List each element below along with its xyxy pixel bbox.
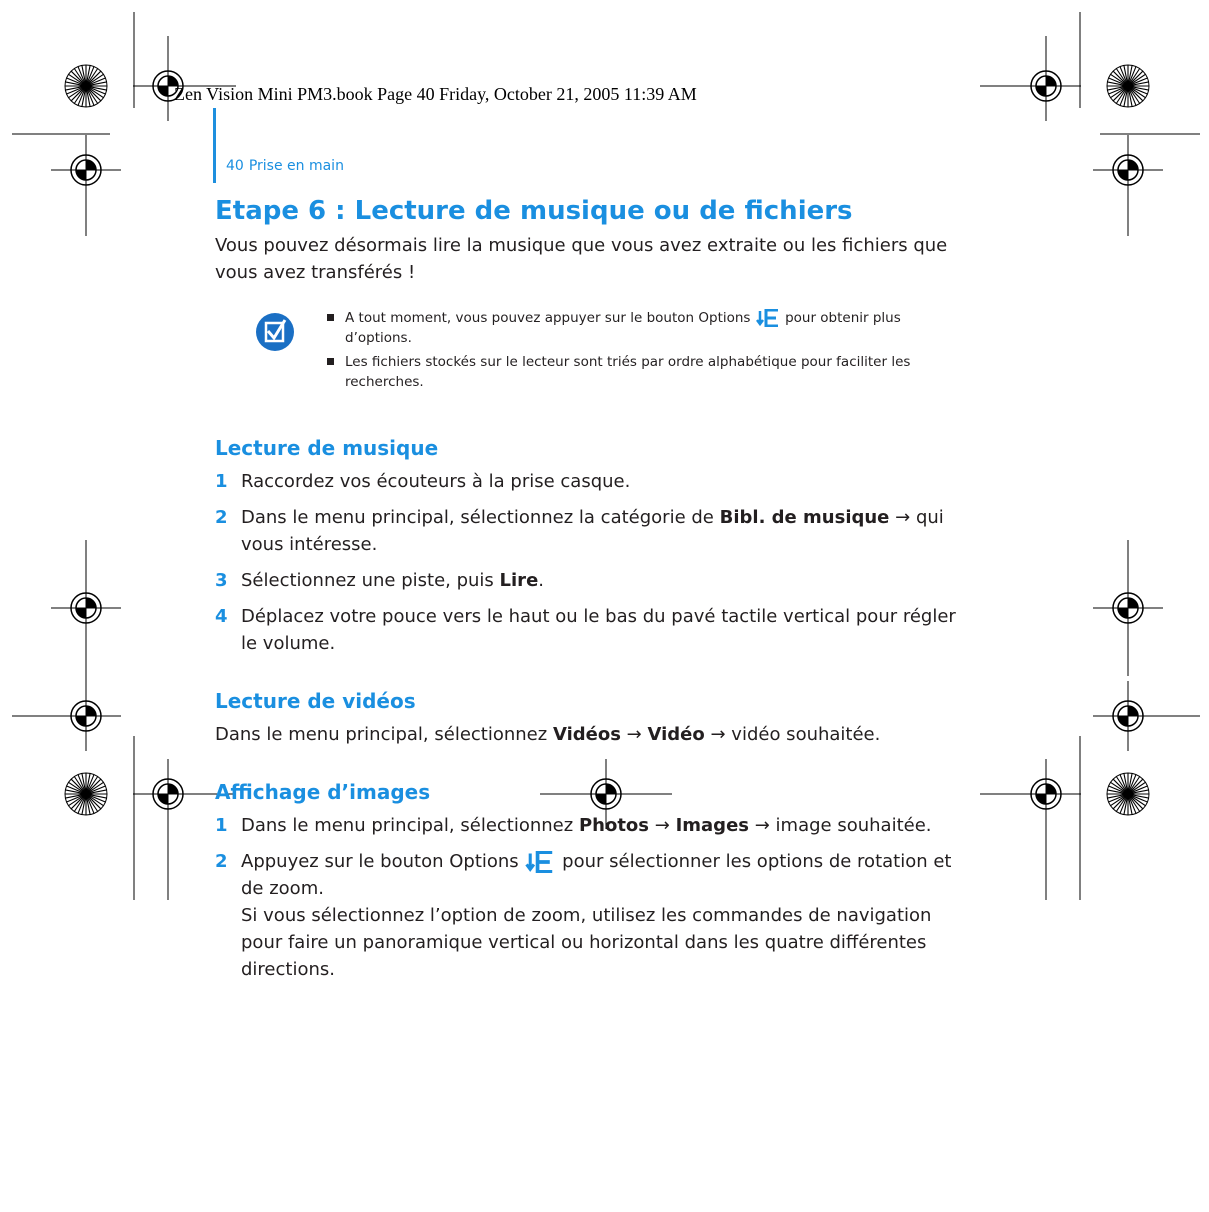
section-title: Prise en main [248,158,344,174]
margin-rule [213,108,216,183]
note-item: A tout moment, vous pouvez appuyer sur le bouton Options pour obtenir plus d’options. [325,308,965,348]
page-content [215,194,975,992]
section-heading-music: Lecture de musique [215,436,439,460]
list-item: 1 Raccordez vos écouteurs à la prise casque. [215,471,631,492]
checkbox-note-icon [255,312,295,352]
section-heading-images: Affichage d’images [215,780,431,804]
intro-paragraph: Vous pouvez désormais lire la musique que vous avez extraite ou les fichiers que vous avez transférés ! [215,235,948,283]
note-list [325,308,965,396]
list-item: 4 Déplacez votre pouce vers le haut ou le bas du pavé tactile vertical pour régler le volume. [215,606,956,654]
options-icon [756,309,780,327]
note-item: Les fichiers stockés sur le lecteur sont triés par ordre alphabétique pour faciliter les recherches. [325,352,965,392]
list-item: 1 Dans le menu principal, sélectionnez Photos → Images → image souhaitée. [215,815,932,836]
page-title: Etape 6 : Lecture de musique ou de fichiers [215,196,853,226]
section-heading-videos: Lecture de vidéos [215,689,416,713]
image-steps [215,812,975,983]
page-number: 40 [226,158,244,174]
music-steps [215,468,975,657]
list-item: 3 Sélectionnez une piste, puis Lire. [215,570,545,591]
videos-paragraph: Dans le menu principal, sélectionnez Vidéos → Vidéo → vidéo souhaitée. [215,724,881,745]
list-item: 2 Dans le menu principal, sélectionnez la catégorie de Bibl. de musique → qui vous intéresse. [215,507,944,555]
note-box [215,308,975,404]
options-icon [525,851,555,873]
running-head [226,158,344,174]
print-slug: Zen Vision Mini PM3.book Page 40 Friday, October 21, 2005 11:39 AM [174,84,697,104]
list-item: 2 Appuyez sur le bouton Options pour sélectionner les options de rotation et de zoom. Si vous sélectionnez l’option de zoom, utilisez les commandes de navigation pour faire un panoramique vertical ou horizontal dans les quatre différentes directions. [215,851,952,980]
